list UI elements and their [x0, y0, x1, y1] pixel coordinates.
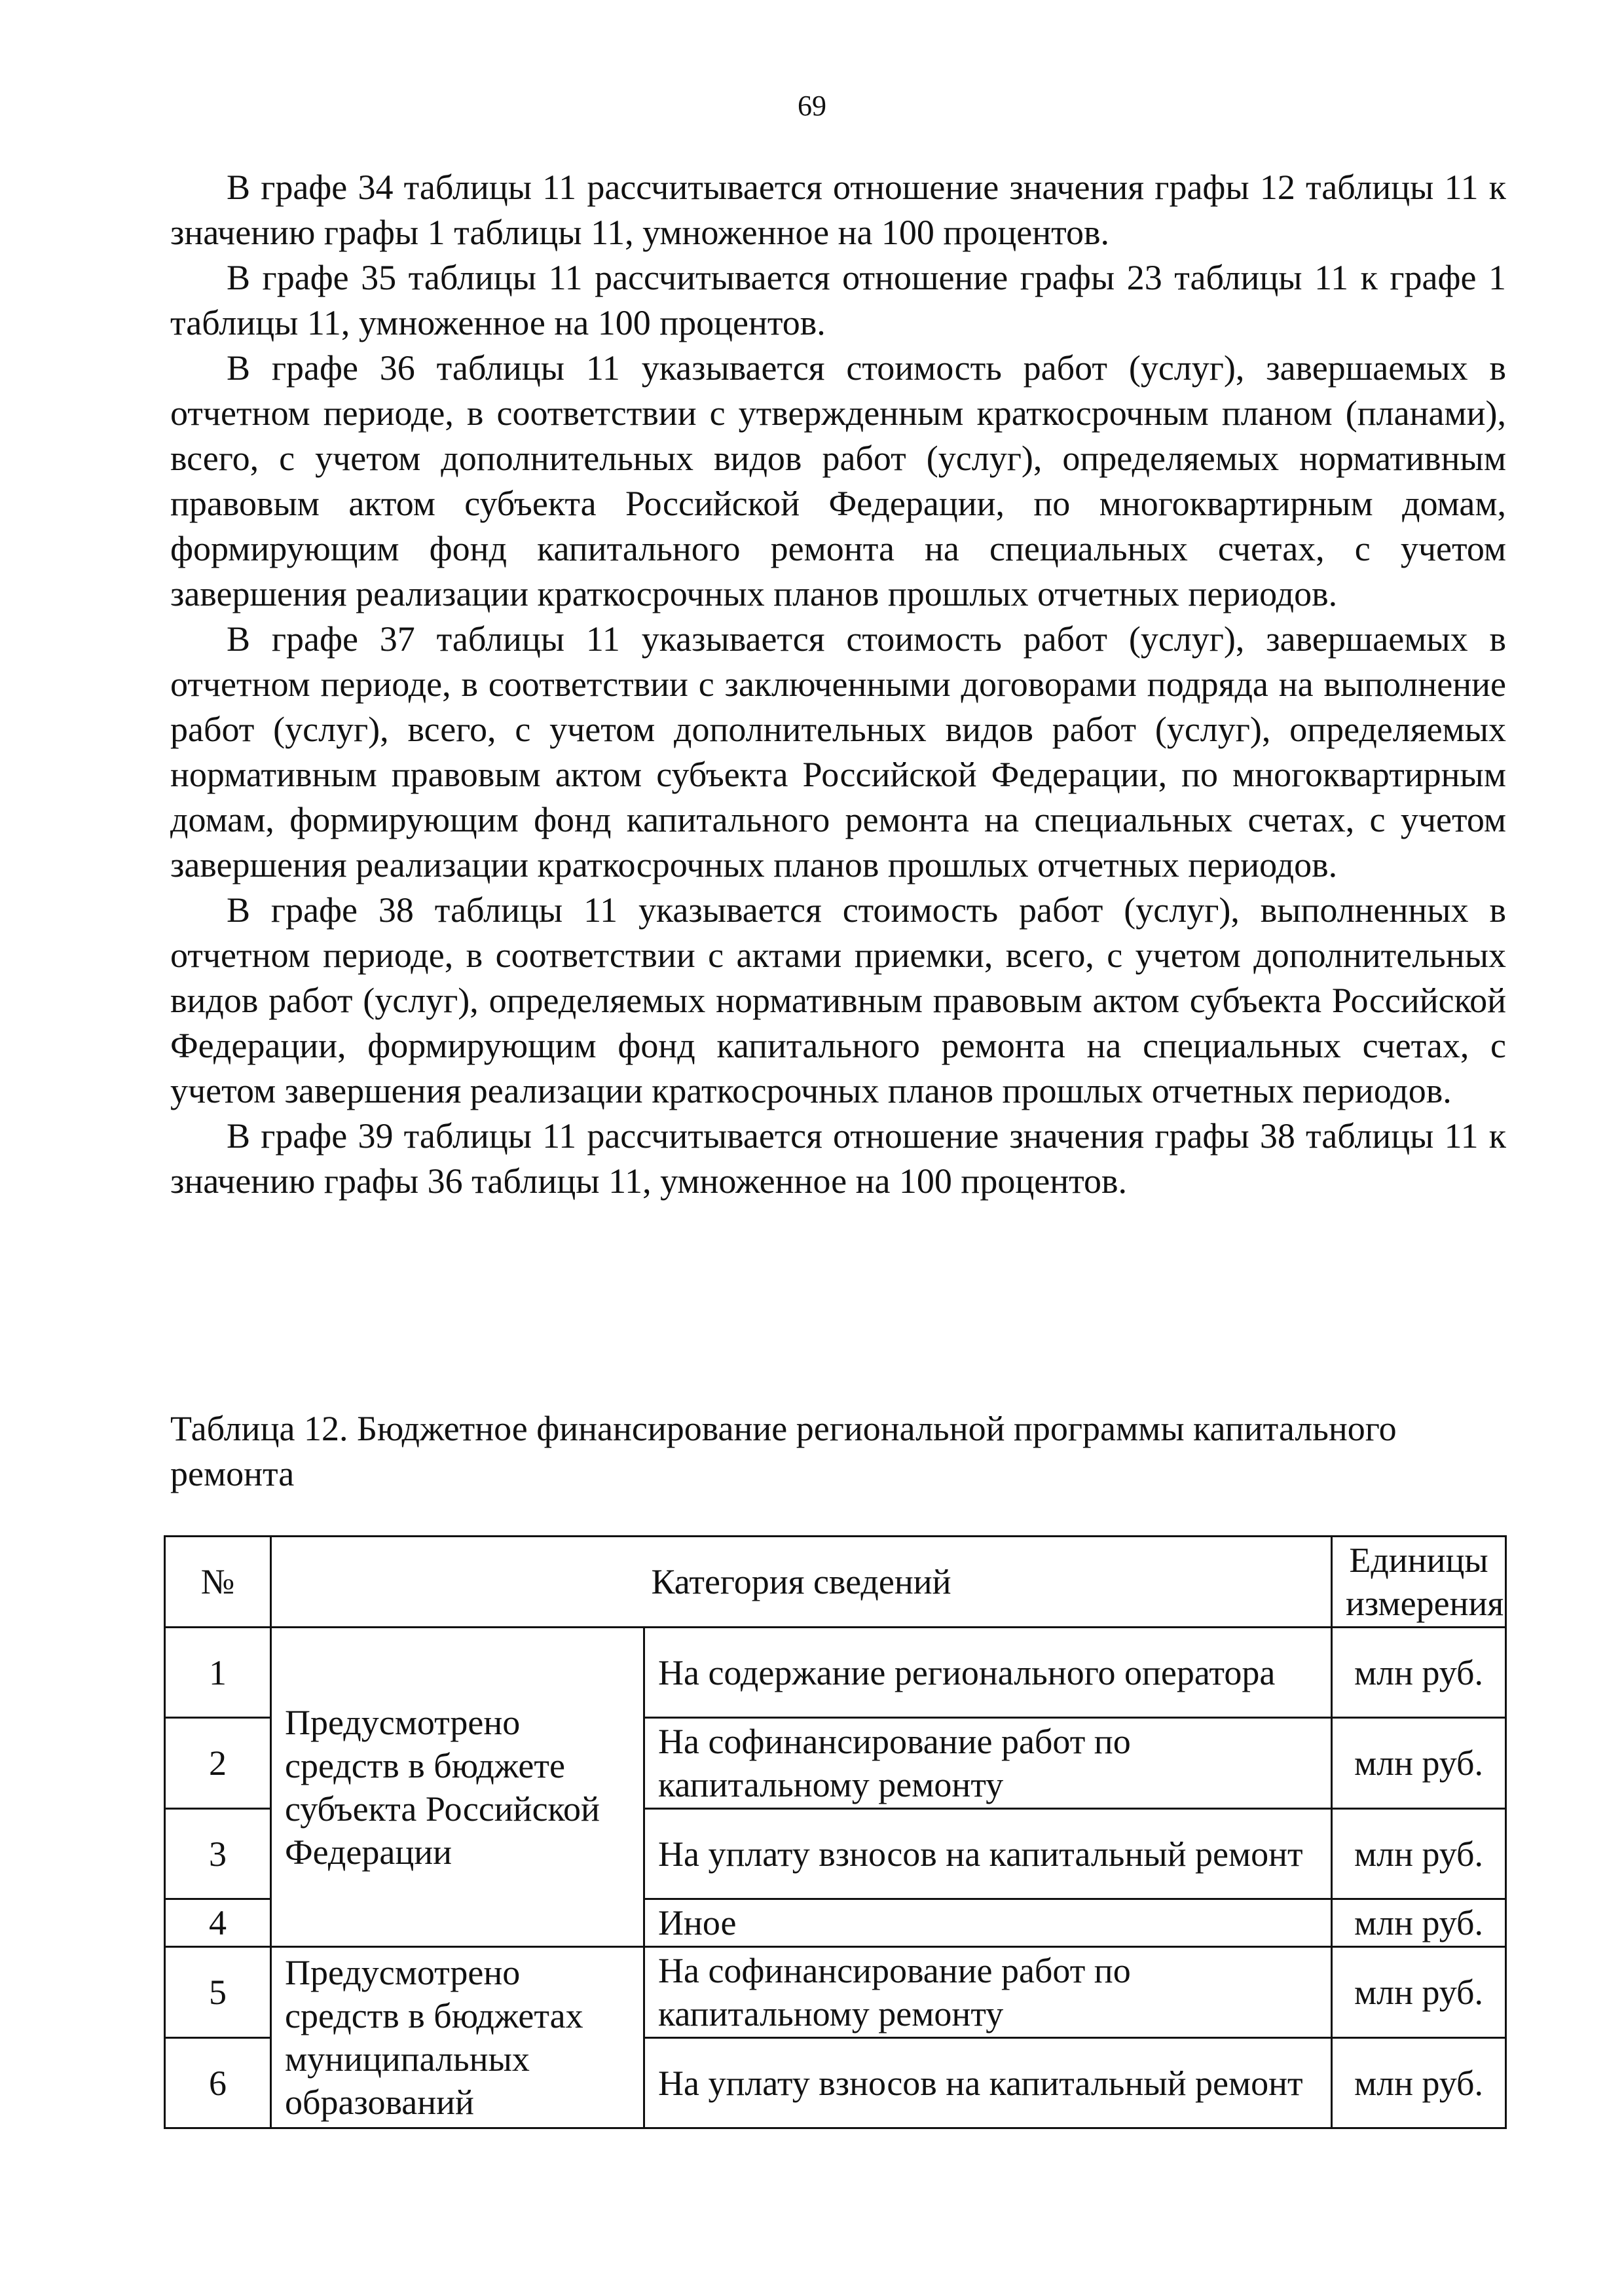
- row-category: На содержание регионального оператора: [644, 1628, 1332, 1718]
- row-category: На уплату взносов на капитальный ремонт: [644, 1809, 1332, 1899]
- group-regional-budget: Предусмотрено средств в бюджете субъекта Российской Федерации: [271, 1628, 644, 1947]
- row-unit: млн руб.: [1332, 1947, 1506, 2038]
- budget-financing-table: [164, 1535, 1507, 2129]
- row-number: 1: [165, 1628, 271, 1718]
- table-row: [165, 1947, 1506, 2038]
- page-number: 69: [798, 90, 826, 122]
- header-number: №: [165, 1537, 271, 1628]
- paragraph-column-37: В графе 37 таблицы 11 указывается стоимость работ (услуг), завершаемых в отчетном периоде, в соответствии с заключенными договорами подряда на выполнение работ (услуг), всего, с учетом дополнительных видов работ (услуг), определяемых нормативным правовым актом субъекта Российской Федерации, по многоквартирным домам, формирующим фонд капитального ремонта на специальных счетах, с учетом завершения реализации краткосрочных планов прошлых отчетных периодов.: [170, 619, 1506, 884]
- row-number: 5: [165, 1947, 271, 2038]
- paragraph-column-39: В графе 39 таблицы 11 рассчитывается отношение значения графы 38 таблицы 11 к значению графы 36 таблицы 11, умноженное на 100 процентов.: [170, 1116, 1506, 1201]
- row-unit: млн руб.: [1332, 1809, 1506, 1899]
- paragraph-column-36: В графе 36 таблицы 11 указывается стоимость работ (услуг), завершаемых в отчетном периоде, в соответствии с утвержденным краткосрочным планом (планами), всего, с учетом дополнительных видов работ (услуг), определяемых нормативным правовым актом субъекта Российской Федерации, по многоквартирным домам, формирующим фонд капитального ремонта на специальных счетах, с учетом завершения реализации краткосрочных планов прошлых отчетных периодов.: [170, 348, 1506, 613]
- row-unit: млн руб.: [1332, 1899, 1506, 1947]
- row-category: На софинансирование работ по капитальному ремонту: [644, 1947, 1332, 2038]
- row-number: 4: [165, 1899, 271, 1947]
- body-text: [170, 165, 1506, 1204]
- row-category: На уплату взносов на капитальный ремонт: [644, 2038, 1332, 2128]
- row-number: 2: [165, 1718, 271, 1809]
- table-caption: Таблица 12. Бюджетное финансирование региональной программы капитального ремонта: [170, 1409, 1397, 1493]
- table-header-row: [165, 1537, 1506, 1628]
- row-category: На софинансирование работ по капитальному ремонту: [644, 1718, 1332, 1809]
- group-municipal-budgets: Предусмотрено средств в бюджетах муниципальных образований: [271, 1947, 644, 2128]
- row-number: 6: [165, 2038, 271, 2128]
- paragraph-column-38: В графе 38 таблицы 11 указывается стоимость работ (услуг), выполненных в отчетном периоде, в соответствии с актами приемки, всего, с учетом дополнительных видов работ (услуг), определяемых нормативным правовым актом субъекта Российской Федерации, формирующим фонд капитального ремонта на специальных счетах, с учетом завершения реализации краткосрочных планов прошлых отчетных периодов.: [170, 890, 1506, 1110]
- paragraph-column-34: В графе 34 таблицы 11 рассчитывается отношение значения графы 12 таблицы 11 к значению графы 1 таблицы 11, умноженное на 100 процентов.: [170, 168, 1506, 252]
- row-unit: млн руб.: [1332, 1718, 1506, 1809]
- header-category: Категория сведений: [271, 1537, 1332, 1628]
- row-unit: млн руб.: [1332, 1628, 1506, 1718]
- row-unit: млн руб.: [1332, 2038, 1506, 2128]
- paragraph-column-35: В графе 35 таблицы 11 рассчитывается отношение графы 23 таблицы 11 к графе 1 таблицы 11, умноженное на 100 процентов.: [170, 258, 1506, 342]
- header-unit: Единицы измерения: [1332, 1537, 1506, 1628]
- row-category: Иное: [644, 1899, 1332, 1947]
- row-number: 3: [165, 1809, 271, 1899]
- table-row: [165, 1628, 1506, 1718]
